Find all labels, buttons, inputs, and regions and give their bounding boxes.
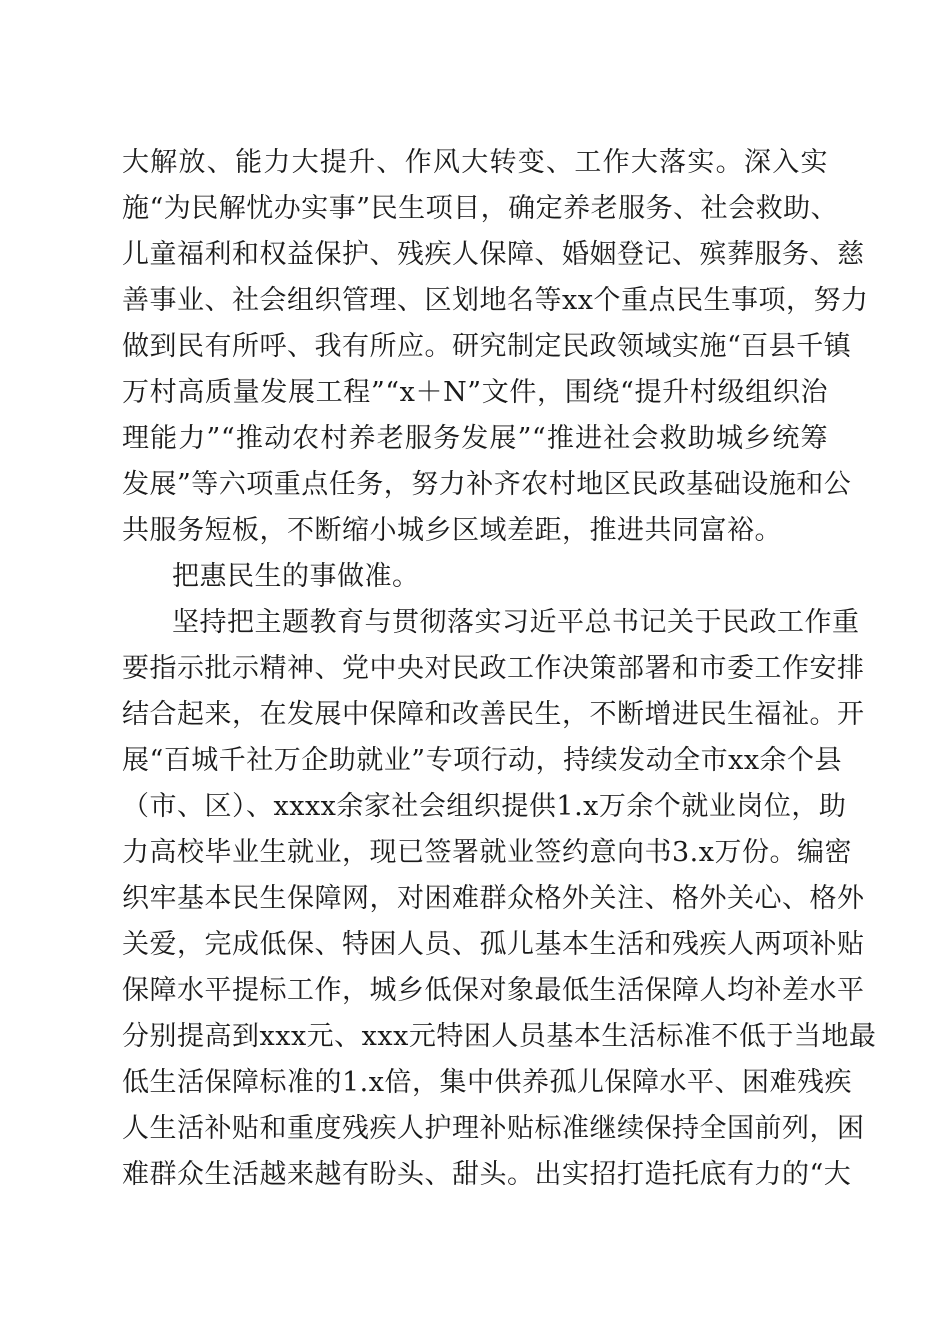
text-line: 织牢基本民生保障网，对困难群众格外关注、格外关心、格外 [122, 883, 865, 914]
text-line: 儿童福利和权益保护、残疾人保障、婚姻登记、殡葬服务、慈 [122, 239, 865, 270]
text-line: 力高校毕业生就业，现已签署就业签约意向书3.x万份。编密 [122, 837, 852, 868]
text-line: 善事业、社会组织管理、区划地名等xx个重点民生事项，努力 [122, 285, 869, 316]
text-line: 结合起来，在发展中保障和改善民生，不断增进民生福祉。开 [122, 699, 865, 730]
text-line: （市、区）、xxxx余家社会组织提供1.x万余个就业岗位，助 [122, 791, 847, 822]
text-line: 展“百城千社万企助就业”专项行动，持续发动全市xx余个县 [122, 745, 843, 776]
text-line: 低生活保障标准的1.x倍，集中供养孤儿保障水平、困难残疾 [122, 1067, 852, 1098]
text-line: 分别提高到xxx元、xxx元特困人员基本生活标准不低于当地最 [122, 1021, 877, 1052]
text-line: 大解放、能力大提升、作风大转变、工作大落实。深入实 [122, 147, 828, 178]
text-line: 坚持把主题教育与贯彻落实习近平总书记关于民政工作重 [172, 607, 860, 638]
text-line: 万村高质量发展工程”“x＋N”文件，围绕“提升村级组织治 [122, 377, 828, 408]
text-line: 要指示批示精神、党中央对民政工作决策部署和市委工作安排 [122, 653, 865, 684]
text-line: 发展”等六项重点任务，努力补齐农村地区民政基础设施和公 [122, 469, 852, 500]
text-line: 人生活补贴和重度残疾人护理补贴标准继续保持全国前列，困 [122, 1113, 865, 1144]
text-line: 施“为民解忧办实事”民生项目，确定养老服务、社会救助、 [122, 193, 839, 224]
text-line: 共服务短板，不断缩小城乡区域差距，推进共同富裕。 [122, 515, 782, 546]
text-line: 理能力”“推动农村养老服务发展”“推进社会救助城乡统筹 [122, 423, 828, 454]
text-line: 做到民有所呼、我有所应。研究制定民政领域实施“百县千镇 [122, 331, 852, 362]
text-line: 关爱，完成低保、特困人员、孤儿基本生活和残疾人两项补贴 [122, 929, 865, 960]
section-heading: 把惠民生的事做准。 [172, 561, 420, 592]
text-line: 保障水平提标工作，城乡低保对象最低生活保障人均补差水平 [122, 975, 865, 1006]
text-line: 难群众生活越来越有盼头、甜头。出实招打造托底有力的“大 [122, 1159, 852, 1190]
